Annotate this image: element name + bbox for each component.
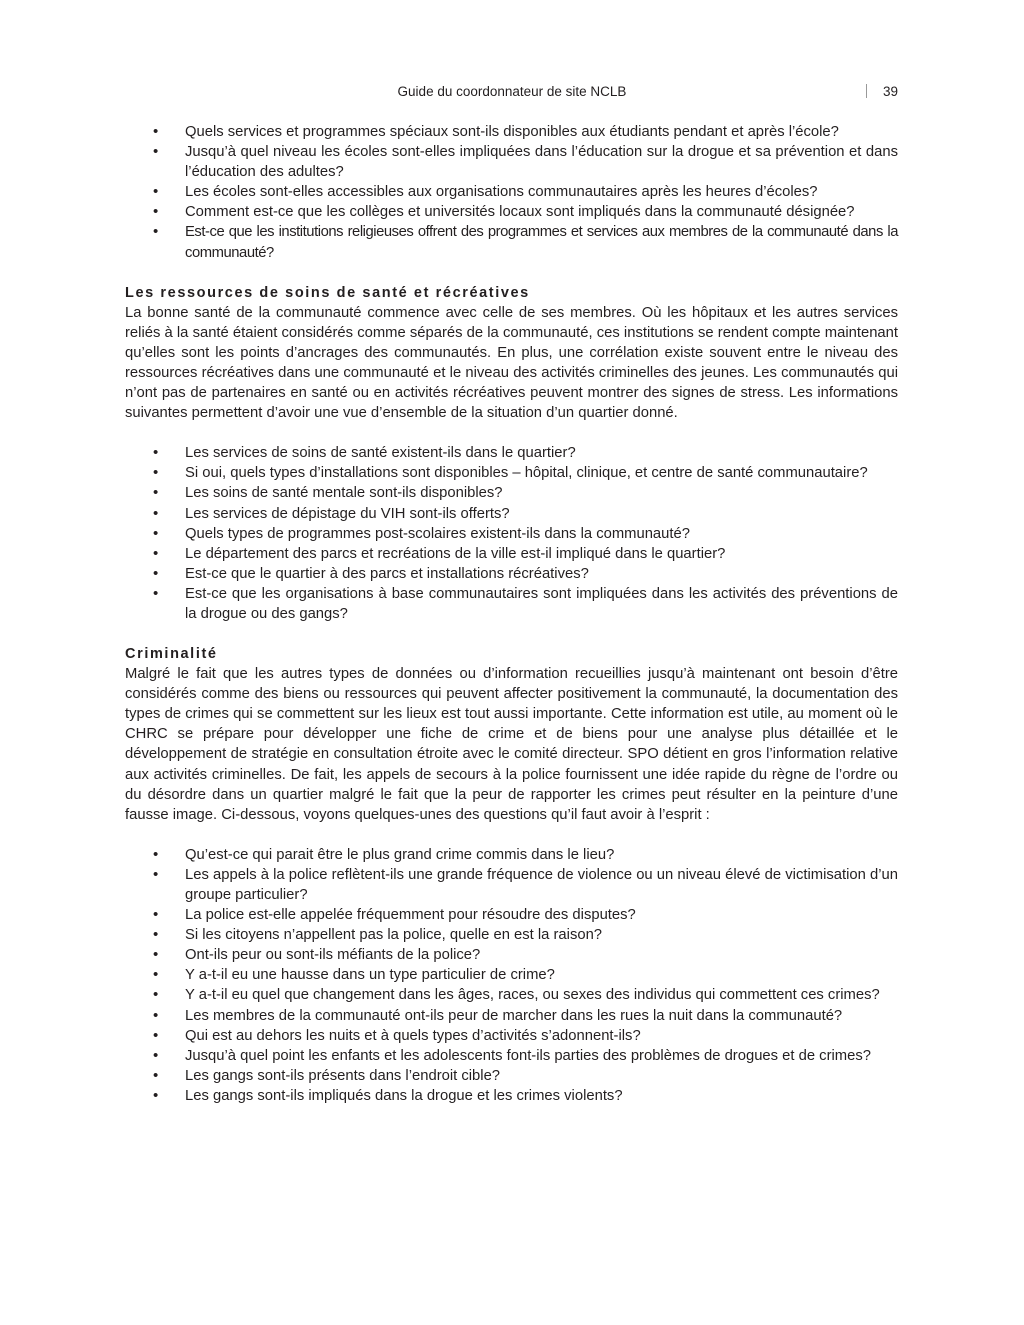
list-item: • Les appels à la police reflètent-ils une grande fréquence de violence ou un niveau élevé de victimisation d’un groupe particulier? [153,865,898,903]
health-bullet-list [125,443,898,624]
list-item: • Comment est-ce que les collèges et universités locaux sont impliqués dans la communauté désignée? [125,202,898,222]
list-item: • Les services de dépistage du VIH sont-ils offerts? [125,504,898,524]
list-item: • Les gangs sont-ils impliqués dans la drogue et les crimes violents? [125,1086,898,1106]
bullet-icon: • [153,464,159,482]
bullet-icon: • [153,946,159,964]
list-item: • Si les citoyens n’appellent pas la police, quelle en est la raison? [125,925,898,945]
list-item: • Les services de soins de santé existent-ils dans le quartier? [125,443,898,463]
crime-section [125,644,898,1106]
list-item: • Est-ce que les institutions religieuses offrent des programmes et services aux membres de la communauté dans la communauté? [153,223,898,261]
list-item: • Le département des parcs et recréations de la ville est-il impliqué dans le quartier? [125,544,898,564]
bullet-icon: • [153,203,159,221]
bullet-icon: • [153,484,159,502]
bullet-icon: • [153,564,159,582]
bullet-icon: • [153,865,159,883]
header-divider [866,84,867,98]
bullet-icon: • [153,1066,159,1084]
bullet-icon: • [153,544,159,562]
bullet-icon: • [153,524,159,542]
list-item: • Jusqu’à quel niveau les écoles sont-elles impliquées dans l’éducation sur la drogue et sa prévention et dans l’éducation des adultes? [153,143,898,181]
bullet-icon: • [153,966,159,984]
bullet-icon: • [153,183,159,201]
list-item: • Les écoles sont-elles accessibles aux organisations communautaires après les heures d’écoles? [125,182,898,202]
list-item: • Est-ce que les organisations à base communautaires sont impliquées dans les activités des préventions de la drogue ou des gangs? [153,584,898,622]
crime-bullet-list [125,845,898,1106]
bullet-icon: • [153,123,159,140]
bullet-icon: • [153,223,158,241]
page-content [125,122,898,1106]
bullet-icon: • [153,143,159,161]
bullet-icon: • [153,1086,159,1104]
list-item: • Qui est au dehors les nuits et à quels types d’activités s’adonnent-ils? [125,1026,898,1046]
bullet-icon: • [153,986,159,1004]
bullet-icon: • [153,584,159,602]
list-item: • Les gangs sont-ils présents dans l’endroit cible? [125,1066,898,1086]
section-heading: Les ressources de soins de santé et récréatives [125,284,530,301]
list-item: • Les membres de la communauté ont-ils peur de marcher dans les rues la nuit dans la communauté? [125,1006,898,1026]
list-item: • Y a-t-il eu une hausse dans un type particulier de crime? [125,965,898,985]
bullet-icon: • [153,845,159,863]
list-item: • Quels types de programmes post-scolaires existent-ils dans la communauté? [125,524,898,544]
bullet-icon: • [153,1006,159,1024]
bullet-icon: • [153,906,159,924]
page-header [0,84,1024,102]
bullet-icon: • [153,1026,159,1044]
list-item: • Est-ce que le quartier à des parcs et installations récréatives? [125,564,898,584]
list-item: • La police est-elle appelée fréquemment pour résoudre des disputes? [125,905,898,925]
bullet-icon: • [153,444,159,462]
page-number: 39 [883,84,899,99]
section-heading: Criminalité [125,646,218,663]
intro-bullet-list [125,122,898,263]
list-item: • Quels services et programmes spéciaux sont-ils disponibles aux étudiants pendant et après l’école? [125,122,898,142]
health-section [125,283,898,624]
list-item: • Jusqu’à quel point les enfants et les adolescents font-ils parties des problèmes de drogues et de crimes? [125,1046,898,1066]
running-title: Guide du coordonnateur de site NCLB [397,84,627,99]
bullet-icon: • [153,1046,159,1064]
list-item: • Qu’est-ce qui parait être le plus grand crime commis dans le lieu? [125,845,898,865]
section-paragraph: La bonne santé de la communauté commence avec celle de ses membres. Où les hôpitaux et les autres services reliés à la santé étaient considérés comme séparés de la communauté, ces institutions se rendent compte maintenant qu’elles sont les points d’ancrages des communautés. En plus, une corrélation existe souvent entre le niveau des ressources récréatives dans une communauté et le niveau des activités criminelles des jeunes. Les communautés qui n’ont pas de partenaires en santé ou en activités récréatives peuvent montrer des signes de stress. Les informations suivantes permettent d’avoir une vue d’ensemble de la situation d’un quartier donné. [125,304,898,422]
bullet-icon: • [153,926,159,944]
list-item: • Si oui, quels types d’installations sont disponibles – hôpital, clinique, et centre de santé communautaire? [125,463,898,483]
bullet-icon: • [153,504,159,522]
section-paragraph: Malgré le fait que les autres types de données ou d’information recueillies jusqu’à maintenant ont besoin d’être considérés comme des biens ou ressources qui peuvent affecter positivement la communauté, la documentation des types de crimes qui se commettent sur les lieux est tout aussi importante. Cette information est utile, au moment où le CHRC se prépare pour développer une fiche de crime et de biens pour une analyse plus détaillée et le développement de stratégie en consultation étroite avec le comité directeur. SPO détient en gros l’information relative aux activités criminelles. De fait, les appels de secours à la police fournissent une idée rapide du règne de l’ordre ou du désordre dans un quartier malgré le fait que la peur de rapporter les crimes peut résulter en la peinture d’une fausse image. Ci-dessous, voyons quelques-unes des questions qu’il faut avoir à l’esprit : [125,666,898,823]
list-item: • Ont-ils peur ou sont-ils méfiants de la police? [125,945,898,965]
list-item: • Y a-t-il eu quel que changement dans les âges, races, ou sexes des individus qui commettent ces crimes? [125,985,898,1005]
list-item: • Les soins de santé mentale sont-ils disponibles? [125,483,898,503]
